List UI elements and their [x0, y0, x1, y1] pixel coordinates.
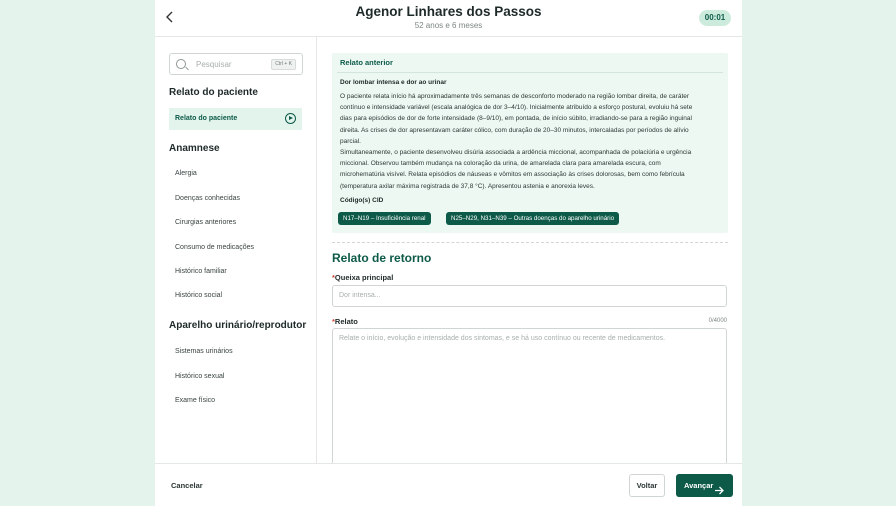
- next-button[interactable]: [676, 474, 733, 497]
- sidebar-item-label: Histórico sexual: [175, 373, 225, 380]
- sidebar-item-sistemas-urinarios[interactable]: [169, 341, 302, 363]
- required-mark: *: [332, 273, 335, 282]
- report-line: parcial.: [340, 137, 361, 145]
- search-input[interactable]: [169, 53, 303, 75]
- main-content: [318, 37, 742, 463]
- cid-tag: N25–N29, N31–N39 – Outras doenças do aparelho urinário: [446, 212, 619, 225]
- sidebar-item-historico-familiar[interactable]: [169, 261, 302, 283]
- sidebar-item-label: Relato do paciente: [175, 115, 238, 122]
- next-button-label: Avançar: [684, 481, 714, 490]
- previous-complaint: Dor lombar intensa e dor ao urinar: [340, 79, 447, 86]
- complaint-placeholder: Dor intensa...: [339, 292, 381, 299]
- timer-badge: 00:01: [699, 10, 731, 26]
- section-title-relato: Relato do paciente: [169, 87, 258, 98]
- sidebar-item-label: Consumo de medicações: [175, 244, 254, 251]
- required-mark: *: [332, 317, 335, 326]
- section-title-aparelho: Aparelho urinário/reprodutor: [169, 320, 307, 331]
- report-line: miccional. Observou também mudança na coloração da urina, de amarelada clara para amarelada escura, com: [340, 160, 661, 168]
- section-divider: [332, 242, 728, 243]
- return-report-title: Relato de retorno: [332, 251, 432, 265]
- section-title-anamnese: Anamnese: [169, 143, 220, 154]
- back-button[interactable]: Voltar: [629, 474, 665, 497]
- report-line: direita. As crises de dor apresentavam caráter cólico, com duração de 20–30 minutos, intercaladas por períodos de alívio: [340, 126, 689, 134]
- report-line: dias para episódios de dor de forte intensidade (8–9/10), em pontada, de início súbito, irradiando-se para a região inguinal: [340, 115, 692, 123]
- divider: [337, 72, 723, 73]
- report-line: (temperatura axilar máxima registrada de 37,8 °C). Apresentou astenia e anorexia leves.: [340, 182, 595, 190]
- patient-name: Agenor Linhares dos Passos: [355, 4, 542, 19]
- sidebar-item-historico-social[interactable]: [169, 285, 302, 307]
- cid-tag: N17–N19 – Insuficiência renal: [338, 212, 431, 225]
- cid-label: Código(s) CID: [340, 197, 384, 204]
- report-line: microhematúria visível. Relata episódios de náuseas e vômitos em associação às crises dolorosas, bem como febrícula: [340, 171, 685, 179]
- sidebar: [155, 37, 317, 463]
- complaint-label: [332, 273, 393, 282]
- consultation-panel: [155, 0, 742, 506]
- sidebar-item-label: Alergia: [175, 170, 197, 177]
- report-label-text: Relato: [334, 317, 358, 326]
- complaint-input[interactable]: [332, 285, 727, 307]
- cancel-button[interactable]: Cancelar: [171, 481, 203, 490]
- report-label: [332, 317, 358, 326]
- sidebar-item-label: Exame físico: [175, 397, 216, 404]
- sidebar-item-consumo-de-medicacoes[interactable]: [169, 237, 302, 259]
- patient-age: 52 anos e 6 meses: [414, 21, 483, 30]
- sidebar-item-exame-fisico[interactable]: [169, 390, 302, 412]
- header: [155, 0, 742, 37]
- play-circle-icon: [285, 113, 296, 124]
- report-line: O paciente relata início há aproximadamente três semanas de desconforto moderado na região lombar direita, de caráter: [340, 93, 690, 100]
- search-icon: [176, 59, 186, 69]
- sidebar-item-relato-do-paciente[interactable]: [169, 108, 302, 130]
- footer: [155, 463, 742, 506]
- sidebar-item-label: Cirurgias anteriores: [175, 219, 237, 226]
- report-line: contínuo e intensidade variável (escala analógica de dor 3–4/10). Inicialmente atribuído a esforço postural, evoluiu há sete: [340, 104, 693, 112]
- report-placeholder: Relate o início, evolução e intensidade dos sintomas, e se há uso contínuo ou recente de medicamentos.: [339, 335, 666, 342]
- shortcut-hint: Ctrl + K: [271, 59, 296, 70]
- sidebar-item-alergia[interactable]: [169, 163, 302, 185]
- sidebar-item-cirurgias-anteriores[interactable]: [169, 212, 302, 234]
- previous-report-text: [340, 91, 724, 192]
- sidebar-item-label: Sistemas urinários: [175, 348, 233, 355]
- report-line: Simultaneamente, o paciente desenvolveu disúria associada a ardência miccional, acompanhada de polaciúria e urgência: [340, 149, 692, 157]
- sidebar-item-label: Histórico social: [175, 292, 223, 299]
- character-counter: 0/4000: [708, 318, 727, 324]
- previous-report-card: [332, 53, 728, 233]
- previous-report-title: Relato anterior: [340, 58, 393, 67]
- sidebar-item-label: Doenças conhecidas: [175, 195, 240, 202]
- sidebar-item-historico-sexual[interactable]: [169, 366, 302, 388]
- search-placeholder: Pesquisar: [196, 60, 232, 69]
- report-textarea[interactable]: [332, 328, 727, 478]
- sidebar-item-label: Histórico familiar: [175, 268, 227, 275]
- arrow-right-icon: [714, 481, 724, 490]
- sidebar-item-doencas-conhecidas[interactable]: [169, 188, 302, 210]
- complaint-label-text: Queixa principal: [334, 273, 394, 282]
